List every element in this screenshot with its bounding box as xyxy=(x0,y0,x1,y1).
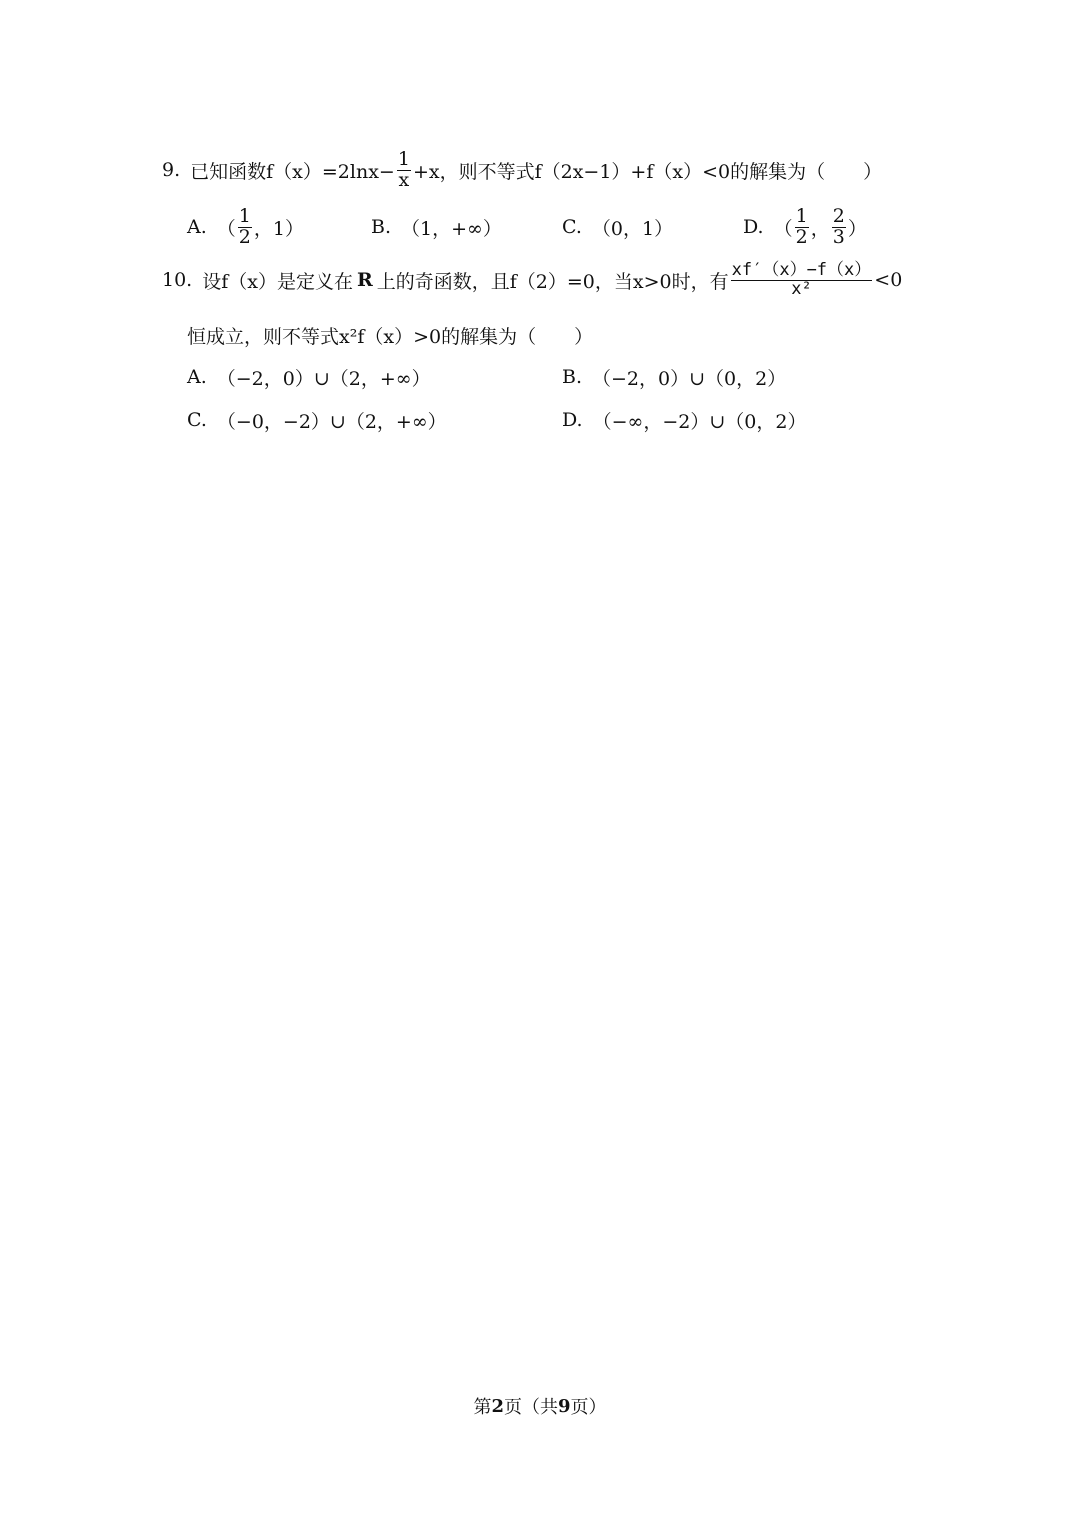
question-9-fraction xyxy=(397,147,411,191)
question-9-text-a: 已知函数f（x）=2lnx− xyxy=(190,160,395,183)
fraction-numerator: 1 xyxy=(238,204,251,227)
question-10-fraction xyxy=(731,259,873,299)
question-10-stem xyxy=(162,256,902,304)
question-9-stem xyxy=(162,148,882,192)
question-10-text-line-2: 恒成立，则不等式x²f（x）>0的解集为（ ） xyxy=(187,325,594,348)
option-text-pre: （ xyxy=(216,217,236,240)
footer-suffix: 页） xyxy=(570,1397,607,1418)
question-10-text-c: <0 xyxy=(874,269,903,291)
option-text: （0，1） xyxy=(591,217,674,240)
question-9-option-b[interactable] xyxy=(371,204,502,250)
page-footer xyxy=(0,1392,1080,1420)
fraction-numerator: 1 xyxy=(397,147,410,170)
fraction-denominator: 3 xyxy=(832,225,845,248)
option-text: （−0，−2）∪（2，+∞） xyxy=(216,410,447,433)
option-fraction-1 xyxy=(795,204,809,248)
option-text: （−∞，−2）∪（0，2） xyxy=(592,410,807,433)
option-label: B. xyxy=(562,366,583,388)
option-label: C. xyxy=(187,409,207,431)
option-text-sep: ， xyxy=(810,217,830,240)
question-10-option-d[interactable] xyxy=(562,405,806,435)
question-9-number: 9. xyxy=(162,159,181,181)
option-fraction-2 xyxy=(832,204,846,248)
option-label: C. xyxy=(562,216,582,238)
question-9-option-a[interactable] xyxy=(187,204,304,250)
question-10-option-a[interactable] xyxy=(187,362,431,392)
question-10-bold-r: R xyxy=(356,269,373,291)
question-10-option-b[interactable] xyxy=(562,362,786,392)
option-text: （1，+∞） xyxy=(401,217,502,240)
question-9-text-b: +x，则不等式f（2x−1）+f（x）<0的解集为（ ） xyxy=(412,160,883,183)
option-label: A. xyxy=(187,216,207,238)
option-label: A. xyxy=(187,366,207,388)
footer-prefix: 第 xyxy=(473,1397,492,1418)
question-10-text-a: 设f（x）是定义在 xyxy=(202,270,353,293)
fraction-denominator: 2 xyxy=(795,225,808,248)
option-text: （−2，0）∪（0，2） xyxy=(592,367,787,390)
fraction-denominator: x xyxy=(398,168,410,191)
fraction-denominator: 2 xyxy=(238,225,251,248)
option-text-post: ，1） xyxy=(253,217,304,240)
fraction-numerator: 2 xyxy=(832,204,845,227)
fraction-denominator: x² xyxy=(791,278,812,299)
footer-middle: 页（共 xyxy=(504,1397,558,1418)
option-text: （−2，0）∪（2，+∞） xyxy=(216,367,431,390)
option-fraction xyxy=(238,204,252,248)
option-label: D. xyxy=(562,409,583,431)
question-10-number: 10. xyxy=(162,269,193,291)
footer-page-number: 2 xyxy=(491,1395,504,1417)
question-9-option-c[interactable] xyxy=(562,204,673,250)
question-10-stem-line-2 xyxy=(187,320,593,350)
fraction-numerator: 1 xyxy=(795,204,808,227)
option-label: D. xyxy=(743,216,764,238)
option-text-post: ） xyxy=(847,217,867,240)
option-text-pre: （ xyxy=(773,217,793,240)
fraction-numerator: xf′（x）−f（x） xyxy=(731,259,872,280)
question-10-option-c[interactable] xyxy=(187,405,447,435)
question-9-option-d[interactable] xyxy=(743,204,867,250)
option-label: B. xyxy=(371,216,392,238)
footer-total-pages: 9 xyxy=(558,1395,571,1417)
question-10-text-b: 上的奇函数，且f（2）=0，当x>0时，有 xyxy=(376,270,729,293)
